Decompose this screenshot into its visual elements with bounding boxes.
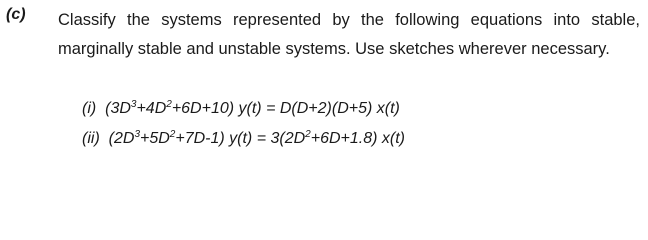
equation-number: (ii) — [82, 130, 100, 147]
question-label: (c) — [6, 6, 26, 23]
exponent: 2 — [305, 129, 311, 140]
equation-number: (i) — [82, 100, 97, 117]
equation-part: (2D — [108, 130, 135, 147]
exponent: 3 — [130, 99, 137, 110]
equation-part: +4D — [136, 100, 167, 117]
equation-part: +6D+1.8) x(t) — [310, 130, 405, 147]
equation-part: +5D — [140, 130, 170, 147]
equation-part: (3D — [105, 100, 131, 117]
exponent: 2 — [166, 99, 172, 110]
exponent: 2 — [169, 129, 176, 140]
question-text: Classify the systems represented by the following equations into stable, marginally stable and unstable systems. Use sketches wherever necessary. — [58, 11, 640, 58]
exponent: 3 — [134, 129, 140, 140]
equation-1 — [82, 100, 400, 118]
equation-part: +7D-1) y(t) = 3(2D — [175, 130, 306, 147]
equation-2 — [82, 130, 405, 148]
equation-part: +6D+10) y(t) = D(D+2)(D+5) x(t) — [171, 100, 400, 117]
